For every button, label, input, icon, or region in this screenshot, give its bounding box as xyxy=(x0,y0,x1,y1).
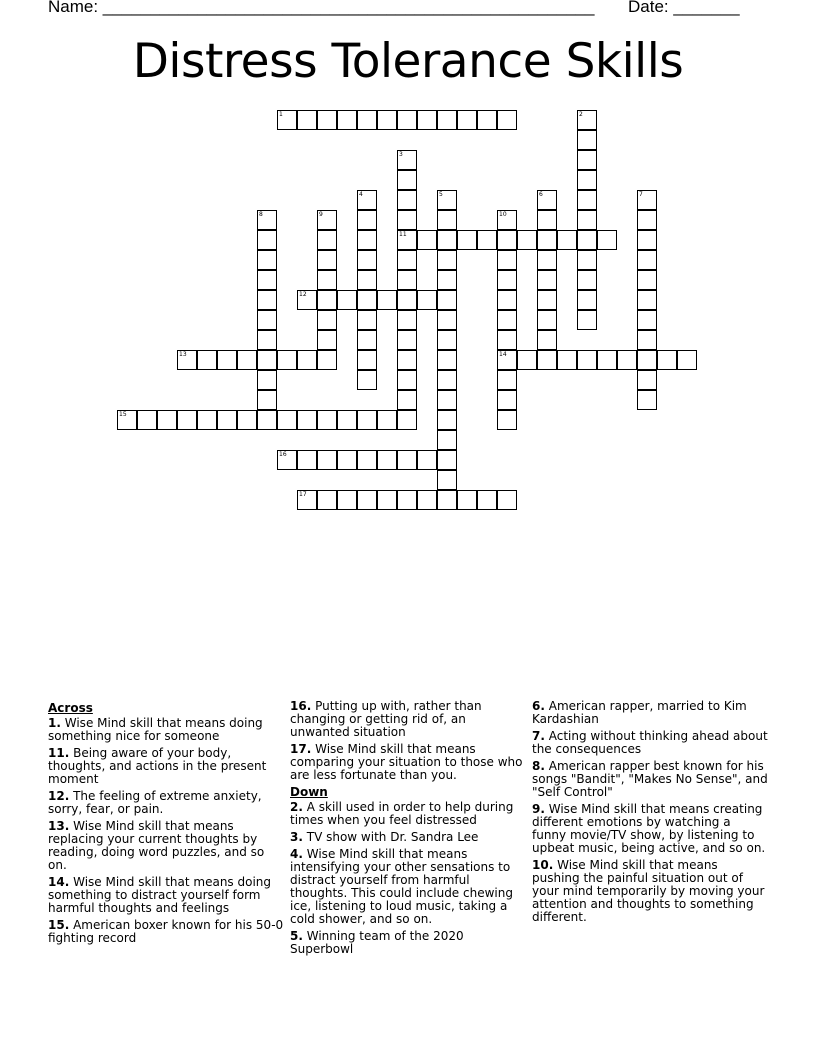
crossword-cell[interactable] xyxy=(357,410,377,430)
crossword-cell[interactable] xyxy=(497,330,517,350)
crossword-cell[interactable] xyxy=(497,370,517,390)
crossword-cell[interactable] xyxy=(637,190,657,210)
clue-number-label: 11 xyxy=(399,231,407,238)
crossword-cell[interactable] xyxy=(237,410,257,430)
crossword-cell[interactable] xyxy=(277,450,297,470)
clue-number: 6. xyxy=(532,699,545,713)
crossword-cell[interactable] xyxy=(117,410,137,430)
clue-number: 10. xyxy=(532,858,554,872)
crossword-cell[interactable] xyxy=(537,350,557,370)
crossword-cell[interactable] xyxy=(437,110,457,130)
page-title: Distress Tolerance Skills xyxy=(132,34,684,89)
clue-text: The feeling of extreme anxiety, sorry, fear, or pain. xyxy=(48,789,262,816)
crossword-cell[interactable] xyxy=(437,430,457,450)
crossword-cell[interactable] xyxy=(257,390,277,410)
crossword-cell[interactable] xyxy=(297,410,317,430)
crossword-cell[interactable] xyxy=(317,110,337,130)
crossword-cell[interactable] xyxy=(257,350,277,370)
crossword-cell[interactable] xyxy=(637,310,657,330)
crossword-cell[interactable] xyxy=(317,350,337,370)
crossword-cell[interactable] xyxy=(317,290,337,310)
crossword-cell[interactable] xyxy=(577,210,597,230)
clue-number: 3. xyxy=(290,830,303,844)
crossword-cell[interactable] xyxy=(397,210,417,230)
crossword-cell[interactable] xyxy=(497,410,517,430)
crossword-cell[interactable] xyxy=(437,230,457,250)
clue-down-10 xyxy=(532,859,768,924)
crossword-cell[interactable] xyxy=(417,490,437,510)
crossword-cell[interactable] xyxy=(317,310,337,330)
clue-across-12 xyxy=(48,790,284,816)
crossword-cell[interactable] xyxy=(437,370,457,390)
name-field-label: Name: ____________________________________________________ xyxy=(48,0,595,16)
crossword-cell[interactable] xyxy=(417,450,437,470)
crossword-cell[interactable] xyxy=(397,410,417,430)
crossword-cell[interactable] xyxy=(437,410,457,430)
crossword-cell[interactable] xyxy=(397,490,417,510)
clues-column-3 xyxy=(532,700,768,928)
crossword-cell[interactable] xyxy=(357,290,377,310)
clue-number: 17. xyxy=(290,742,312,756)
clue-down-4 xyxy=(290,848,526,926)
clue-number: 8. xyxy=(532,759,545,773)
clue-down-2 xyxy=(290,801,526,827)
clue-across-13 xyxy=(48,820,284,872)
crossword-cell[interactable] xyxy=(577,170,597,190)
crossword-cell[interactable] xyxy=(377,450,397,470)
crossword-cell[interactable] xyxy=(297,350,317,370)
clue-number-label: 10 xyxy=(499,211,507,218)
crossword-cell[interactable] xyxy=(397,370,417,390)
clue-number-label: 7 xyxy=(639,191,643,198)
crossword-cell[interactable] xyxy=(397,230,417,250)
crossword-cell[interactable] xyxy=(597,350,617,370)
crossword-cell[interactable] xyxy=(497,210,517,230)
clue-number: 15. xyxy=(48,918,70,932)
crossword-cell[interactable] xyxy=(257,290,277,310)
crossword-cell[interactable] xyxy=(437,390,457,410)
clue-across-15 xyxy=(48,919,284,945)
clue-number: 16. xyxy=(290,699,312,713)
crossword-cell[interactable] xyxy=(657,350,677,370)
crossword-cell[interactable] xyxy=(497,270,517,290)
crossword-cell[interactable] xyxy=(377,410,397,430)
clue-text: Being aware of your body, thoughts, and actions in the present moment xyxy=(48,746,267,786)
clue-text: Wise Mind skill that means creating different emotions by watching a funny movie/TV show, by listening to upbeat music, being active, and so on. xyxy=(532,802,766,855)
crossword-cell[interactable] xyxy=(357,230,377,250)
down-heading: Down xyxy=(290,785,328,799)
crossword-cell[interactable] xyxy=(677,350,697,370)
crossword-cell[interactable] xyxy=(357,270,377,290)
clue-number: 1. xyxy=(48,716,61,730)
crossword-cell[interactable] xyxy=(297,490,317,510)
clue-text: TV show with Dr. Sandra Lee xyxy=(306,830,479,844)
crossword-cell[interactable] xyxy=(537,230,557,250)
crossword-cell[interactable] xyxy=(357,490,377,510)
crossword-cell[interactable] xyxy=(257,210,277,230)
crossword-cell[interactable] xyxy=(397,350,417,370)
crossword-cell[interactable] xyxy=(577,310,597,330)
crossword-cell[interactable] xyxy=(637,390,657,410)
clue-number-label: 9 xyxy=(319,211,323,218)
clue-across-11 xyxy=(48,747,284,786)
clue-down-3 xyxy=(290,831,526,844)
crossword-cell[interactable] xyxy=(377,490,397,510)
crossword-cell[interactable] xyxy=(437,210,457,230)
crossword-cell[interactable] xyxy=(497,310,517,330)
clue-down-9 xyxy=(532,803,768,855)
crossword-cell[interactable] xyxy=(397,330,417,350)
crossword-cell[interactable] xyxy=(477,110,497,130)
crossword-cell[interactable] xyxy=(337,290,357,310)
clue-number-label: 2 xyxy=(579,111,583,118)
crossword-cell[interactable] xyxy=(357,190,377,210)
clue-number: 12. xyxy=(48,789,70,803)
crossword-cell[interactable] xyxy=(637,350,657,370)
clue-number-label: 5 xyxy=(439,191,443,198)
crossword-cell[interactable] xyxy=(257,310,277,330)
crossword-cell[interactable] xyxy=(637,230,657,250)
crossword-cell[interactable] xyxy=(577,110,597,130)
crossword-cell[interactable] xyxy=(317,230,337,250)
crossword-cell[interactable] xyxy=(637,250,657,270)
crossword-cell[interactable] xyxy=(537,210,557,230)
crossword-cell[interactable] xyxy=(177,350,197,370)
crossword-cell[interactable] xyxy=(457,490,477,510)
clue-text: American rapper, married to Kim Kardashian xyxy=(532,699,747,726)
crossword-cell[interactable] xyxy=(277,110,297,130)
crossword-cell[interactable] xyxy=(437,250,457,270)
clue-down-8 xyxy=(532,760,768,799)
crossword-cell[interactable] xyxy=(417,110,437,130)
crossword-cell[interactable] xyxy=(297,450,317,470)
crossword-cell[interactable] xyxy=(337,110,357,130)
crossword-cell[interactable] xyxy=(497,390,517,410)
clue-number-label: 13 xyxy=(179,351,187,358)
crossword-cell[interactable] xyxy=(217,350,237,370)
crossword-cell[interactable] xyxy=(397,270,417,290)
crossword-cell[interactable] xyxy=(437,490,457,510)
crossword-cell[interactable] xyxy=(297,290,317,310)
clue-number-label: 16 xyxy=(279,451,287,458)
clue-down-6 xyxy=(532,700,768,726)
crossword-cell[interactable] xyxy=(637,330,657,350)
clue-number: 4. xyxy=(290,847,303,861)
clue-number-label: 1 xyxy=(279,111,283,118)
clues-column-1 xyxy=(48,700,284,949)
crossword-cell[interactable] xyxy=(177,410,197,430)
crossword-cell[interactable] xyxy=(357,370,377,390)
crossword-cell[interactable] xyxy=(137,410,157,430)
clue-down-7 xyxy=(532,730,768,756)
crossword-cell[interactable] xyxy=(577,130,597,150)
clue-text: Wise Mind skill that means doing something nice for someone xyxy=(48,716,263,743)
crossword-cell[interactable] xyxy=(537,330,557,350)
crossword-cell[interactable] xyxy=(617,350,637,370)
crossword-cell[interactable] xyxy=(317,250,337,270)
clue-across-17 xyxy=(290,743,526,782)
crossword-cell[interactable] xyxy=(497,490,517,510)
crossword-cell[interactable] xyxy=(317,210,337,230)
clue-text: Acting without thinking ahead about the consequences xyxy=(532,729,768,756)
crossword-cell[interactable] xyxy=(497,350,517,370)
crossword-cell[interactable] xyxy=(477,230,497,250)
crossword-cell[interactable] xyxy=(437,290,457,310)
crossword-cell[interactable] xyxy=(437,310,457,330)
crossword-cell[interactable] xyxy=(557,230,577,250)
crossword-cell[interactable] xyxy=(537,190,557,210)
crossword-cell[interactable] xyxy=(277,410,297,430)
crossword-cell[interactable] xyxy=(317,410,337,430)
crossword-cell[interactable] xyxy=(637,290,657,310)
crossword-cell[interactable] xyxy=(377,290,397,310)
crossword-cell[interactable] xyxy=(197,410,217,430)
crossword-cell[interactable] xyxy=(377,110,397,130)
clue-across-1 xyxy=(48,717,284,743)
crossword-cell[interactable] xyxy=(217,410,237,430)
clue-number: 5. xyxy=(290,929,303,943)
crossword-cell[interactable] xyxy=(397,290,417,310)
across-heading: Across xyxy=(48,701,93,715)
crossword-cell[interactable] xyxy=(357,310,377,330)
clue-number-label: 14 xyxy=(499,351,507,358)
crossword-cell[interactable] xyxy=(577,290,597,310)
clue-number-label: 8 xyxy=(259,211,263,218)
clue-text: American boxer known for his 50-0 fighting record xyxy=(48,918,284,945)
clue-text: Putting up with, rather than changing or getting rid of, an unwanted situation xyxy=(290,699,482,739)
clue-text: Winning team of the 2020 Superbowl xyxy=(290,929,464,956)
crossword-cell[interactable] xyxy=(257,230,277,250)
crossword-cell[interactable] xyxy=(457,230,477,250)
clue-number-label: 17 xyxy=(299,491,307,498)
crossword-cell[interactable] xyxy=(437,190,457,210)
clue-number: 13. xyxy=(48,819,70,833)
clue-text: Wise Mind skill that means replacing your current thoughts by reading, doing word puzzles, and so on. xyxy=(48,819,265,872)
crossword-cell[interactable] xyxy=(577,190,597,210)
crossword-cell[interactable] xyxy=(497,110,517,130)
crossword-cell[interactable] xyxy=(497,250,517,270)
crossword-cell[interactable] xyxy=(257,250,277,270)
crossword-cell[interactable] xyxy=(317,490,337,510)
clue-across-14 xyxy=(48,876,284,915)
crossword-cell[interactable] xyxy=(537,250,557,270)
crossword-cell[interactable] xyxy=(437,270,457,290)
crossword-cell[interactable] xyxy=(197,350,217,370)
crossword-cell[interactable] xyxy=(417,230,437,250)
clue-across-16 xyxy=(290,700,526,739)
crossword-cell[interactable] xyxy=(417,290,437,310)
crossword-cell[interactable] xyxy=(397,310,417,330)
crossword-cell[interactable] xyxy=(577,270,597,290)
crossword-cell[interactable] xyxy=(337,450,357,470)
crossword-cell[interactable] xyxy=(317,450,337,470)
crossword-cell[interactable] xyxy=(537,270,557,290)
clue-number-label: 4 xyxy=(359,191,363,198)
crossword-cell[interactable] xyxy=(257,270,277,290)
crossword-cell[interactable] xyxy=(397,450,417,470)
crossword-cell[interactable] xyxy=(577,250,597,270)
clue-number: 9. xyxy=(532,802,545,816)
crossword-cell[interactable] xyxy=(317,330,337,350)
crossword-cell[interactable] xyxy=(637,370,657,390)
crossword-cell[interactable] xyxy=(237,350,257,370)
crossword-cell[interactable] xyxy=(357,350,377,370)
clue-down-5 xyxy=(290,930,526,956)
clue-text: Wise Mind skill that means doing something to distract yourself form harmful thoughts and feelings xyxy=(48,875,272,915)
crossword-cell[interactable] xyxy=(437,470,457,490)
clue-number-label: 3 xyxy=(399,151,403,158)
clue-number: 11. xyxy=(48,746,70,760)
crossword-cell[interactable] xyxy=(257,330,277,350)
crossword-cell[interactable] xyxy=(577,230,597,250)
clue-text: Wise Mind skill that means pushing the painful situation out of your mind temporarily by moving your attention and thoughts to something different. xyxy=(532,858,765,924)
crossword-cell[interactable] xyxy=(157,410,177,430)
clue-number: 14. xyxy=(48,875,70,889)
clue-text: Wise Mind skill that means intensifying your other sensations to distract yourself from harmful thoughts. This could include chewing ice, listening to loud music, taking a cold shower, and so on. xyxy=(290,847,513,926)
clue-number: 2. xyxy=(290,800,303,814)
clue-number-label: 12 xyxy=(299,291,307,298)
crossword-cell[interactable] xyxy=(317,270,337,290)
crossword-cell[interactable] xyxy=(357,450,377,470)
crossword-cell[interactable] xyxy=(517,350,537,370)
crossword-cell[interactable] xyxy=(397,150,417,170)
crossword-cell[interactable] xyxy=(577,350,597,370)
clue-text: A skill used in order to help during times when you feel distressed xyxy=(290,800,514,827)
crossword-cell[interactable] xyxy=(277,350,297,370)
crossword-cell[interactable] xyxy=(497,230,517,250)
crossword-cell[interactable] xyxy=(557,350,577,370)
crossword-cell[interactable] xyxy=(477,490,497,510)
crossword-cell[interactable] xyxy=(357,250,377,270)
crossword-cell[interactable] xyxy=(397,170,417,190)
crossword-cell[interactable] xyxy=(597,230,617,250)
crossword-cell[interactable] xyxy=(357,210,377,230)
clue-text: Wise Mind skill that means comparing your situation to those who are less fortunate than you. xyxy=(290,742,523,782)
crossword-cell[interactable] xyxy=(397,190,417,210)
crossword-cell[interactable] xyxy=(497,290,517,310)
crossword-cell[interactable] xyxy=(357,330,377,350)
crossword-cell[interactable] xyxy=(257,370,277,390)
crossword-cell[interactable] xyxy=(397,250,417,270)
crossword-cell[interactable] xyxy=(297,110,317,130)
crossword-cell[interactable] xyxy=(637,210,657,230)
crossword-cell[interactable] xyxy=(537,290,557,310)
crossword-cell[interactable] xyxy=(457,110,477,130)
crossword-cell[interactable] xyxy=(397,390,417,410)
crossword-cell[interactable] xyxy=(637,270,657,290)
crossword-cell[interactable] xyxy=(337,410,357,430)
crossword-cell[interactable] xyxy=(257,410,277,430)
crossword-cell[interactable] xyxy=(517,230,537,250)
crossword-cell[interactable] xyxy=(537,310,557,330)
clues-column-2 xyxy=(290,700,526,960)
clue-number-label: 15 xyxy=(119,411,127,418)
crossword-cell[interactable] xyxy=(397,110,417,130)
crossword-cell[interactable] xyxy=(437,350,457,370)
crossword-cell[interactable] xyxy=(337,490,357,510)
clue-text: American rapper best known for his songs "Bandit", "Makes No Sense", and "Self Control" xyxy=(532,759,768,799)
crossword-cell[interactable] xyxy=(577,150,597,170)
crossword-cell[interactable] xyxy=(437,450,457,470)
clue-number: 7. xyxy=(532,729,545,743)
crossword-cell[interactable] xyxy=(357,110,377,130)
clue-number-label: 6 xyxy=(539,191,543,198)
crossword-cell[interactable] xyxy=(437,330,457,350)
date-field-label: Date: _______ xyxy=(628,0,740,16)
